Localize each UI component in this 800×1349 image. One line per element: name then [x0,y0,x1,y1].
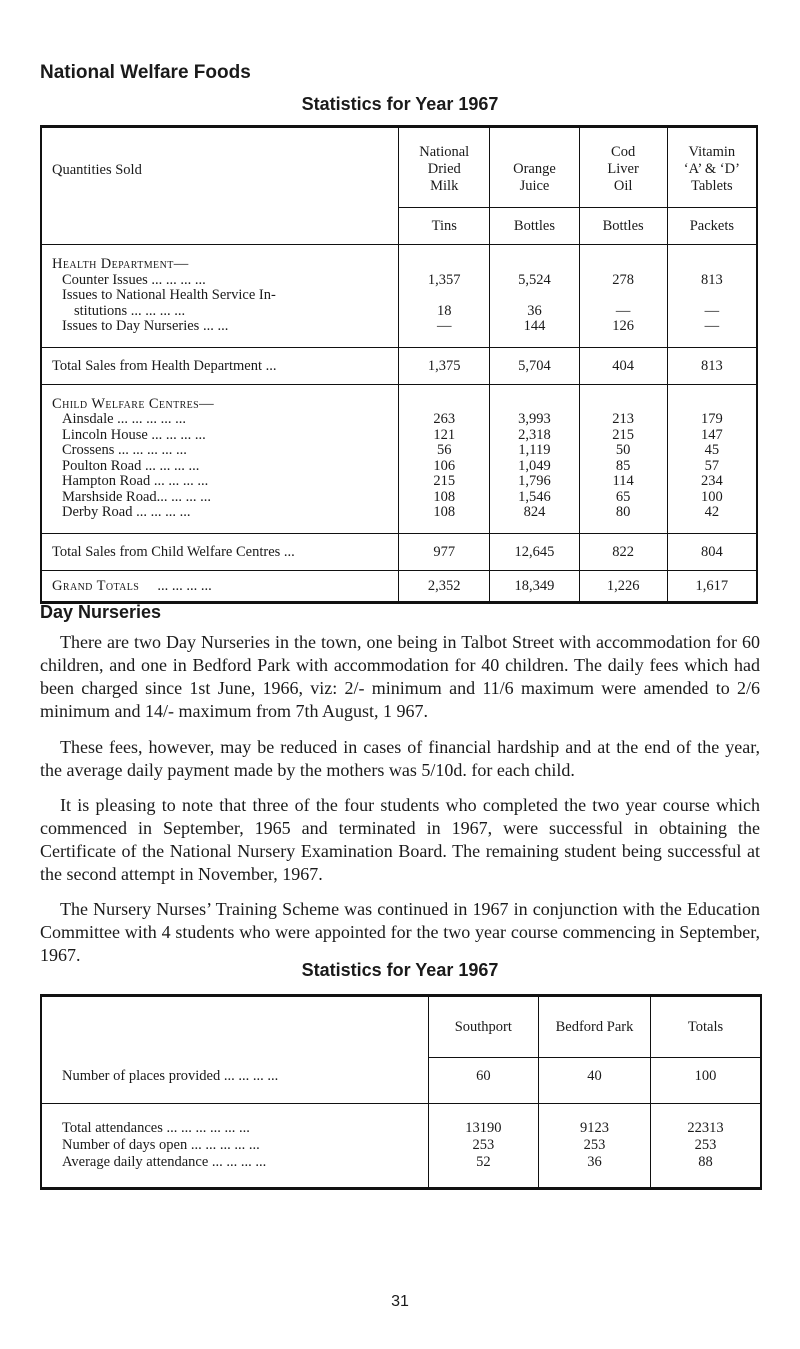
cell: 824 [523,504,546,520]
table-subtitle: Statistics for Year 1967 [301,960,499,980]
cell: 1,357 [427,271,461,288]
table-subtitle: Statistics for Year 1967 [301,94,499,114]
row-label: Issues to National Health Service In- [62,287,276,303]
cell: 2,318 [518,426,551,443]
page-number: 31 [391,1293,409,1310]
cell: 1,617 [667,570,757,602]
row-label: Poulton Road ... ... ... ... [62,457,200,474]
cell: 106 [433,457,456,474]
cell: 18 [436,302,452,319]
cell: 253 [472,1137,495,1153]
table-header-row [41,996,761,1058]
cell: 5,524 [518,271,551,288]
cell: 1,796 [518,473,551,489]
row-label: Average daily attendance ... ... ... ... [62,1154,267,1170]
cell: 5,704 [490,347,579,384]
cell: 114 [612,473,634,489]
cell: 85 [615,457,631,474]
cell: 40 [538,1058,650,1104]
cell: 2,352 [399,570,490,602]
col-header-vitamin-tablets: Vitamin ‘A’ & ‘D’ Tablets [667,127,757,208]
paragraph: There are two Day Nurseries in the town, one being in Talbot Street with accommodation for 60 children, and one in Bedford Park with accommodation for 40 children. The daily fees which had been charged since 1st June, 1966, viz: 2/- minimum and 11/6 maximum were amended to 2/6 minimum and 14/- maximum from 7th August, 1 967. [40,632,760,721]
col-header-bedford-park: Bedford Park [538,996,650,1058]
cell: 126 [612,318,634,334]
child-welfare-section [41,384,757,533]
cell: 56 [436,442,452,458]
col-header-orange-juice: Orange Juice [490,127,579,208]
row-label: Hampton Road ... ... ... ... [62,473,209,489]
cell: — [704,318,720,334]
row-label: Ainsdale ... ... ... ... ... [62,411,187,427]
col-header-dried-milk: National Dried Milk [399,127,490,208]
cell: 42 [704,504,720,520]
cell: 1,226 [579,570,667,602]
unit-packets: Packets [667,208,757,245]
cell: — [615,302,631,319]
cell: 13190 [465,1120,502,1136]
cell: 12,645 [490,533,579,570]
cell: 147 [700,426,723,443]
row-label: Total Sales from Health Department ... [52,357,277,374]
cell: 88 [698,1154,713,1170]
cell: 18,349 [490,570,579,602]
cell: 65 [615,488,631,505]
unit-tins: Tins [399,208,490,245]
cell: 213 [612,411,634,427]
cell: 804 [667,533,757,570]
cell: 977 [399,533,490,570]
cell: 50 [615,442,631,458]
health-total-row [41,347,757,384]
cell: 144 [523,318,546,334]
row-label: Counter Issues ... ... ... ... [62,271,206,288]
paragraph: It is pleasing to note that three of the four students who completed the two year course which commenced in September, 1965 and terminated in 1967, were successful in obtaining the Certificate of the National Nursery Examination Board. The remaining student being successful at the second attempt in November, 1967. [40,795,760,884]
page-title: National Welfare Foods [40,62,251,83]
cell: 822 [579,533,667,570]
row-label: Grand Totals [52,577,140,594]
cell: 1,375 [399,347,490,384]
row-label: Number of days open ... ... ... ... ... [62,1137,260,1153]
unit-bottles: Bottles [579,208,667,245]
cell: 215 [433,473,456,489]
cell: 404 [579,347,667,384]
cell: 1,546 [518,488,551,505]
cell: 100 [651,1058,761,1104]
cell: 3,993 [518,411,551,427]
paragraph: These fees, however, may be reduced in cases of financial hardship and at the end of the year, the average daily payment made by the mothers was 5/10d. for each child. [40,737,760,780]
cell: 263 [433,411,456,427]
nursery-statistics-table [40,994,762,1190]
cell: — [704,302,720,319]
cell: 215 [612,426,634,443]
cell: 179 [700,411,723,427]
unit-bottles: Bottles [490,208,579,245]
cell: 9123 [579,1120,609,1136]
row-label: Issues to Day Nurseries ... ... [62,318,229,334]
row-label: Marshside Road... ... ... ... [62,488,212,505]
col-header-southport: Southport [428,996,538,1058]
row-label: Number of places provided ... ... ... ... [62,1067,279,1084]
cell: 108 [433,504,456,520]
cell: 278 [612,271,634,288]
cell: 100 [700,488,723,505]
units-row [41,208,757,245]
row-label: stitutions ... ... ... ... [74,302,186,319]
places-row [41,1058,761,1104]
section-heading-day-nurseries: Day Nurseries [40,602,162,622]
cell: 60 [428,1058,538,1104]
child-total-row [41,533,757,570]
row-label: Derby Road ... ... ... ... [62,504,191,520]
cell: 80 [615,504,631,520]
cell: — [436,318,452,334]
welfare-foods-table [40,125,758,604]
leader-dots: ... ... ... ... [157,577,212,594]
row-label: Total Sales from Child Welfare Centres ... [52,543,295,560]
cell: 253 [694,1137,717,1153]
paragraph: The Nursery Nurses’ Training Scheme was continued in 1967 in conjunction with the Education Committee with 4 students who were appointed for the two year course commencing in September, 1967. [40,899,760,965]
cell: 1,119 [518,442,551,458]
cell: 45 [704,442,720,458]
cell: 36 [527,302,542,319]
cell: 813 [667,347,757,384]
cell: 1,049 [518,457,551,474]
cell: 52 [476,1154,491,1170]
row-label: Lincoln House ... ... ... ... [62,426,206,443]
col-header-totals: Totals [651,996,761,1058]
cell: 253 [583,1137,606,1153]
cell: 234 [700,473,723,489]
section-heading: Health Department— [52,256,189,272]
cell: 36 [587,1154,602,1170]
table-header-row [41,127,757,208]
row-label: Crossens ... ... ... ... ... [62,442,187,458]
section-heading: Child Welfare Centres— [52,395,215,412]
cell: 22313 [687,1120,724,1136]
cell: 813 [700,271,723,288]
cell: 121 [433,426,456,443]
cell: 108 [433,488,456,505]
cell: 57 [704,457,720,474]
quantities-sold-header: Quantities Sold [52,162,142,178]
health-department-section [41,245,757,348]
grand-total-row [41,570,757,602]
attendance-rows [41,1104,761,1189]
col-header-cod-liver-oil: Cod Liver Oil [579,127,667,208]
row-label: Total attendances ... ... ... ... ... ... [62,1120,250,1136]
